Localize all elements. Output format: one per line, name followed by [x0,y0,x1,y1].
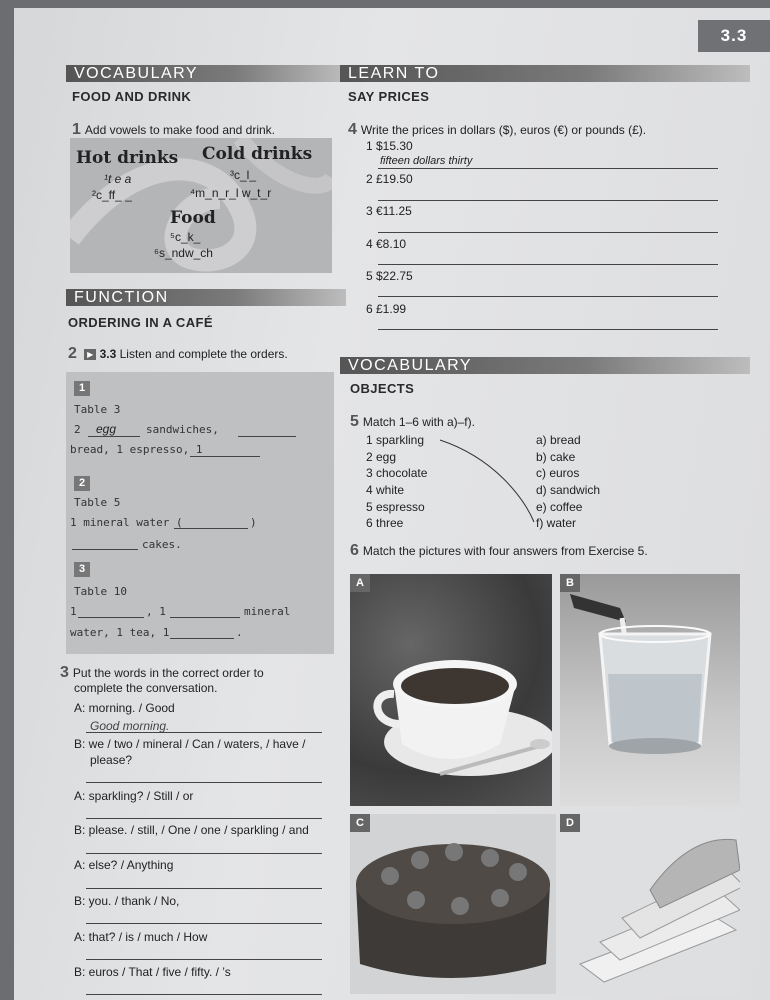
answer-blank[interactable] [72,549,138,550]
filled-answer: egg [96,422,117,436]
play-audio-icon[interactable]: ▶ [84,349,96,360]
instruction-text: Match the pictures with four answers from Exercise 5. [362,544,648,558]
exercise-3-instruction [60,664,264,682]
food-title: Food [170,208,216,228]
order-number: 3 [74,562,90,577]
exercise-2-instruction [68,345,288,363]
answer-line[interactable] [378,329,718,330]
picture-b-water[interactable] [560,574,740,806]
picture-label: C [350,814,370,832]
subheading-say-prices: SAY PRICES [348,89,430,104]
cold-drinks-title: Cold drinks [202,144,313,164]
filled-answer: fifteen dollars thirty [380,155,473,167]
order-number: 2 [74,476,90,491]
exercise-number: 3 [60,664,69,681]
order-number: 1 [74,381,90,396]
answer-blank[interactable] [238,436,296,437]
exercise-number: 5 [350,413,359,430]
answer-blank[interactable] [170,638,234,639]
instruction-text-continued: complete the conversation. [74,681,218,695]
order-line: 1 [70,605,77,618]
answer-line[interactable] [378,232,718,233]
filled-answer: Good morning. [90,719,170,733]
price-item: 3 €11.25 [366,204,412,218]
instruction-text: Add vowels to make food and drink. [84,123,276,137]
conversation-prompt: A: else? / Anything [74,858,174,872]
order-line: sandwiches, [146,423,219,436]
coffee-cup-illustration [350,574,552,806]
order-line: mineral [244,605,291,618]
subheading-ordering: ORDERING IN A CAFÉ [68,315,213,330]
conversation-prompt: B: we / two / mineral / Can / waters, / have / [74,737,306,751]
conversation-prompt: B: you. / thank / No, [74,894,180,908]
match-connector-line [434,438,544,528]
match-left-item[interactable]: 6 three [366,516,404,530]
order-line: , 1 [146,605,166,618]
picture-c-cake[interactable] [350,814,556,994]
order-line: 2 [74,423,81,436]
picture-label: D [560,814,580,832]
word-1: ¹t e a [104,172,132,186]
answer-blank[interactable] [78,617,144,618]
answer-blank[interactable] [174,528,248,529]
picture-a-coffee[interactable] [350,574,552,806]
match-left-item[interactable]: 4 white [366,483,405,497]
match-right-item[interactable]: e) coffee [536,500,583,514]
order-line: ) [250,516,257,529]
exercise-4-instruction [348,121,646,139]
answer-line[interactable] [86,732,322,733]
instruction-text: Write the prices in dollars ($), euros (€) or pounds (£). [360,123,647,137]
audio-track: 3.3 [99,347,117,361]
order-line: . [236,626,243,639]
answer-line[interactable] [86,853,322,854]
match-right-item[interactable]: f) water [536,516,577,530]
orders-box [66,372,334,654]
conversation-prompt-continued: please? [90,753,133,767]
workbook-page [14,8,770,1000]
conversation-prompt: B: euros / That / five / fifty. / ’s [74,965,231,979]
answer-line[interactable] [86,888,322,889]
match-left-item[interactable]: 3 chocolate [366,466,428,480]
answer-line[interactable] [86,959,322,960]
price-item: 5 $22.75 [366,269,413,283]
answer-blank[interactable] [170,617,240,618]
answer-line[interactable] [378,168,718,169]
answer-blank[interactable] [190,456,260,457]
answer-line[interactable] [86,818,322,819]
price-item: 4 €8.10 [366,237,407,251]
word-6: ⁶s_ndw_ch [154,246,213,260]
instruction-text: Match 1–6 with a)–f). [362,415,475,429]
match-left-item[interactable]: 1 sparkling [366,433,425,447]
exercise-number: 2 [68,345,77,362]
picture-label: B [560,574,580,592]
answer-line[interactable] [378,200,718,201]
exercise-number: 1 [72,121,81,138]
answer-line[interactable] [86,923,322,924]
exercise-5-instruction [350,413,475,431]
section-band-learn-to: LEARN TO [340,65,750,82]
conversation-prompt: B: please. / still, / One / one / sparkling / and [74,823,309,837]
hot-drinks-title: Hot drinks [76,148,179,168]
word-4: ⁴m_n_r_l w_t_r [190,186,272,200]
subheading-food-and-drink: FOOD AND DRINK [72,89,192,104]
word-2: ²c_ff_ _ [92,188,132,202]
match-left-item[interactable]: 5 espresso [366,500,425,514]
water-glass-illustration [560,574,740,806]
answer-line[interactable] [378,296,718,297]
picture-label: A [350,574,370,592]
sliced-bread-illustration [560,814,740,994]
subheading-objects: OBJECTS [350,381,415,396]
price-item: 6 £1.99 [366,302,407,316]
section-band-vocabulary-objects: VOCABULARY [340,357,750,374]
exercise-6-instruction [350,542,648,560]
match-right-item[interactable]: a) bread [536,433,581,447]
answer-line[interactable] [378,264,718,265]
exercise-number: 6 [350,542,359,559]
match-left-item[interactable]: 2 egg [366,450,397,464]
price-item: 1 $15.30 [366,139,413,153]
section-band-function: FUNCTION [66,289,346,306]
instruction-text: Put the words in the correct order to [72,666,264,680]
match-right-item[interactable]: c) euros [536,466,580,480]
order-line: Table 5 [74,496,121,509]
section-band-vocabulary: VOCABULARY [66,65,346,82]
chocolate-cake-illustration [350,814,556,994]
answer-blank[interactable] [88,436,140,437]
order-line: water, 1 tea, 1 [70,626,170,639]
exercise-1-instruction [72,121,275,139]
word-3: ³c_l_ [230,168,257,182]
picture-d-bread[interactable] [560,814,740,994]
match-right-item[interactable]: d) sandwich [536,483,601,497]
food-drink-box [70,138,332,273]
match-right-item[interactable]: b) cake [536,450,576,464]
word-5: ⁵c_k_ [170,230,201,244]
conversation-prompt: A: morning. / Good [74,701,175,715]
order-line: Table 10 [74,585,127,598]
order-line: 1 mineral water ( [70,516,183,529]
order-line: cakes. [142,538,182,551]
page-number-tab: 3.3 [698,20,770,52]
price-item: 2 £19.50 [366,172,413,186]
conversation-prompt: A: that? / is / much / How [74,930,208,944]
order-line: bread, 1 espresso, 1 [70,443,203,456]
exercise-number: 4 [348,121,357,138]
instruction-text: Listen and complete the orders. [119,347,288,361]
order-line: Table 3 [74,403,121,416]
answer-line[interactable] [86,782,322,783]
conversation-prompt: A: sparkling? / Still / or [74,789,194,803]
answer-line[interactable] [86,994,322,995]
